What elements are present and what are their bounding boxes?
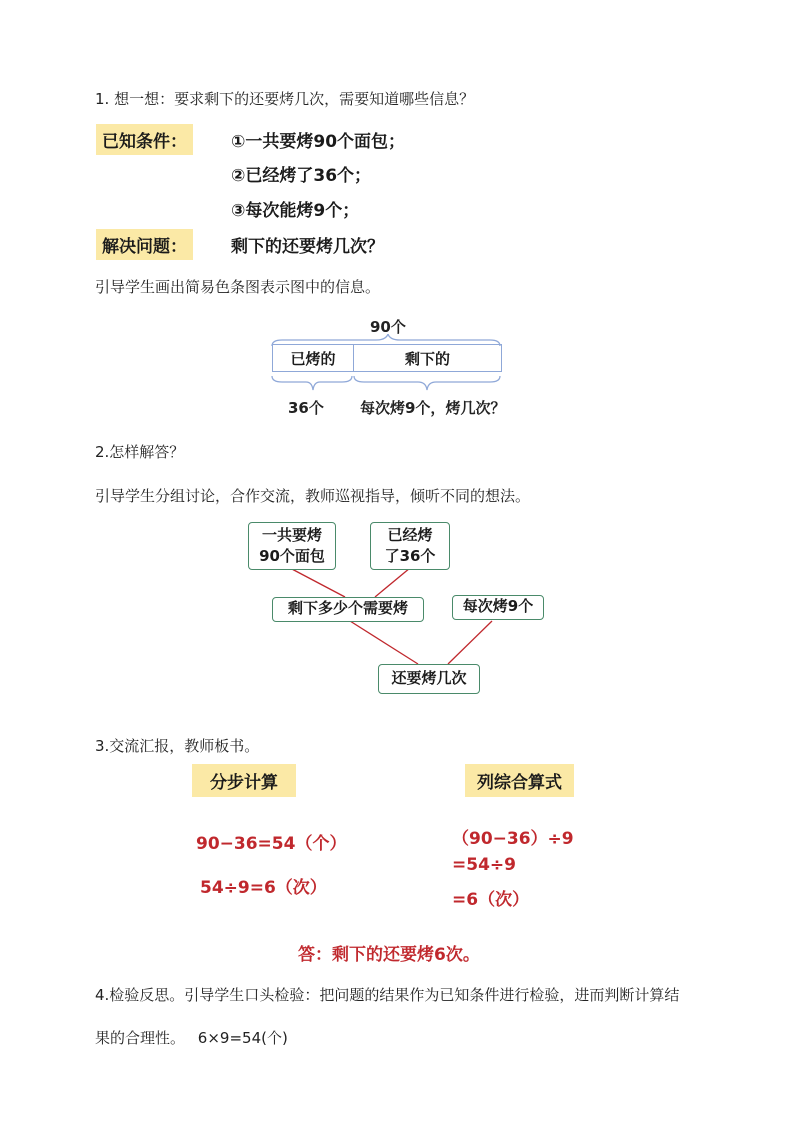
condition-1: ①一共要烤90个面包； [231,132,406,152]
problem-label: 解决问题： [96,229,193,260]
node-baked [370,522,450,570]
node-remaining: 剩下多少个需要烤 [272,597,424,622]
guide-bar-diagram: 引导学生画出简易色条图表示图中的信息。 [95,278,381,296]
line-baked-to-remaining [375,568,410,597]
combined-title: 列综合算式 [465,764,574,797]
check-formula: 6×9=54(个) [197,1029,288,1047]
step-1: 90−36=54（个） [196,834,347,854]
answer: 答：剩下的还要烤6次。 [298,945,480,965]
node-baked-line1: 已经烤 [387,526,433,544]
combined-line-2: =54÷9 [452,855,516,875]
total-label: 90个 [370,318,406,336]
line-total-to-remaining [290,568,345,597]
node-result: 还要烤几次 [378,664,480,694]
condition-2: ②已经烤了36个； [231,166,372,186]
node-baked-line2: 了36个 [384,547,436,565]
section-4-line-2 [95,1027,288,1048]
node-total-line2: 90个面包 [259,547,325,565]
combined-line-1: （90−36）÷9 [452,829,574,849]
step-2: 54÷9=6（次） [200,878,327,898]
stepwise-title: 分步计算 [192,764,296,797]
section-4-line-2-text: 果的合理性。 [95,1029,186,1047]
line-remaining-to-result [350,621,418,664]
node-total-line1: 一共要烤 [261,526,322,544]
section-4-line-1: 4.检验反思。引导学生口头检验：把问题的结果作为已知条件进行检验，进而判断计算结 [95,986,680,1004]
baked-count: 36个 [288,399,324,417]
problem-text: 剩下的还要烤几次？ [231,237,384,257]
section-2-title: 2.怎样解答？ [95,443,185,461]
node-per-time: 每次烤9个 [452,595,544,620]
bar-remaining: 剩下的 [354,344,502,372]
known-conditions-label: 已知条件： [96,124,193,155]
section-3-title: 3.交流汇报，教师板书。 [95,737,260,755]
bar-baked: 已烤的 [272,344,354,372]
question-1: 1. 想一想：要求剩下的还要烤几次，需要知道哪些信息？ [95,90,475,108]
section-2-guide: 引导学生分组讨论，合作交流，教师巡视指导，倾听不同的想法。 [95,487,531,505]
condition-3: ③每次能烤9个； [231,201,360,221]
remaining-question: 每次烤9个，烤几次？ [360,399,506,417]
node-total [248,522,336,570]
line-pertime-to-result [448,621,492,664]
combined-line-3: =6（次） [452,890,530,910]
